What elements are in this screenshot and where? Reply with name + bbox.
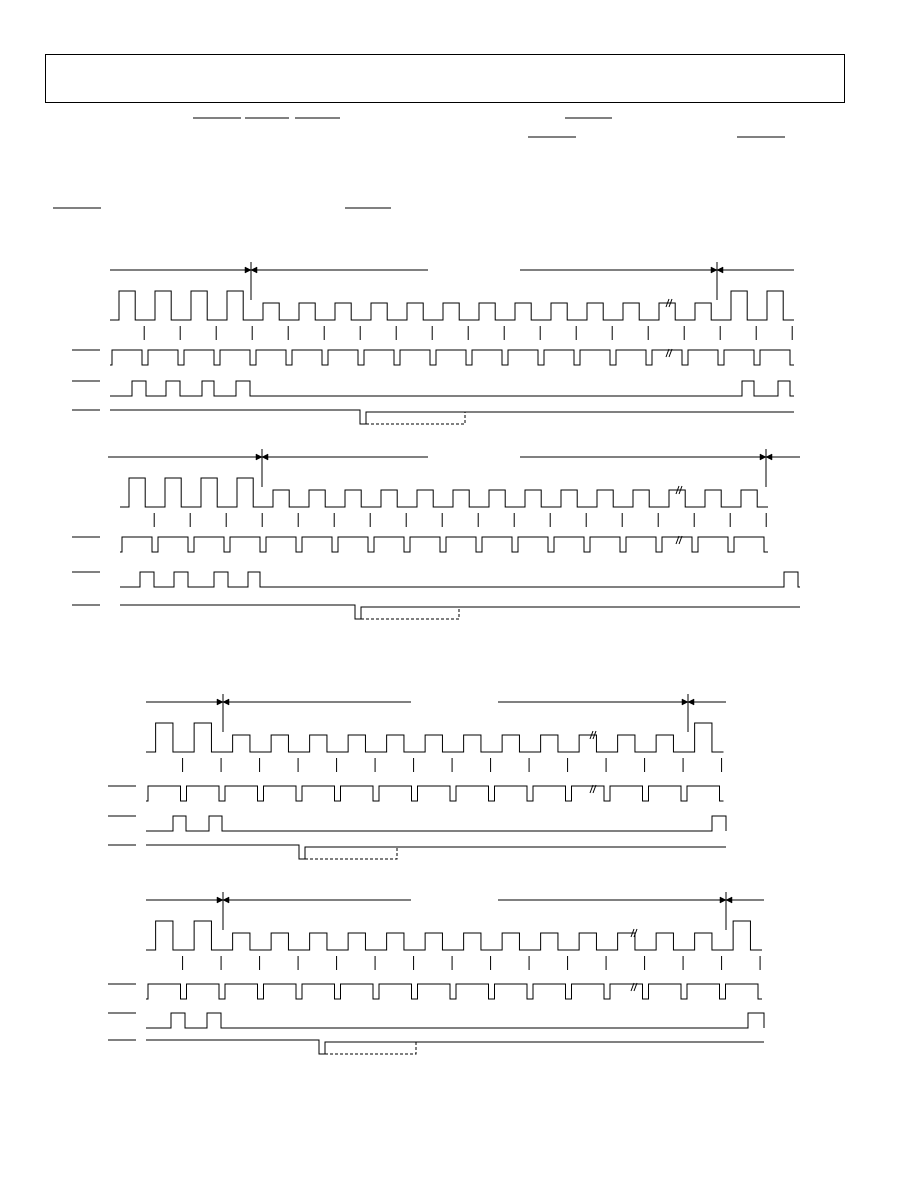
frame-waveform [146,1013,764,1028]
arrow-head [717,267,723,273]
arrow-head [720,897,726,903]
data-waveform [146,723,724,752]
arrow-head [262,454,268,460]
arrow-head [256,454,262,460]
arrow-head [217,897,223,903]
arrow-head [766,454,772,460]
frame-waveform [110,381,794,396]
clock-waveform [120,537,768,552]
arrow-head [251,267,257,273]
arrow-head [223,699,229,705]
timing-panel-2 [72,449,800,619]
timing-panel-1 [72,262,794,424]
arrow-head [245,267,251,273]
bus-waveform [146,845,726,859]
arrow-head [711,267,717,273]
clock-waveform [146,786,724,801]
frame-waveform [146,816,726,831]
bus-waveform [120,605,800,619]
arrow-head [223,897,229,903]
bus-waveform [146,1040,764,1054]
bus-dashed-region [325,1042,416,1054]
bus-dashed-region [361,607,459,619]
bus-dashed-region [305,847,397,859]
timing-panel-4 [108,892,764,1054]
bus-waveform [110,410,794,424]
data-waveform [120,478,768,507]
timing-panel-3 [108,694,726,859]
data-waveform [146,921,762,950]
arrow-head [760,454,766,460]
data-waveform [110,291,794,320]
arrow-head [217,699,223,705]
clock-waveform [110,350,794,365]
overbar-group [53,118,785,208]
arrow-head [688,699,694,705]
clock-waveform [146,984,762,999]
bus-dashed-region [366,412,465,424]
arrow-head [682,699,688,705]
frame-waveform [120,572,800,587]
arrow-head [726,897,732,903]
